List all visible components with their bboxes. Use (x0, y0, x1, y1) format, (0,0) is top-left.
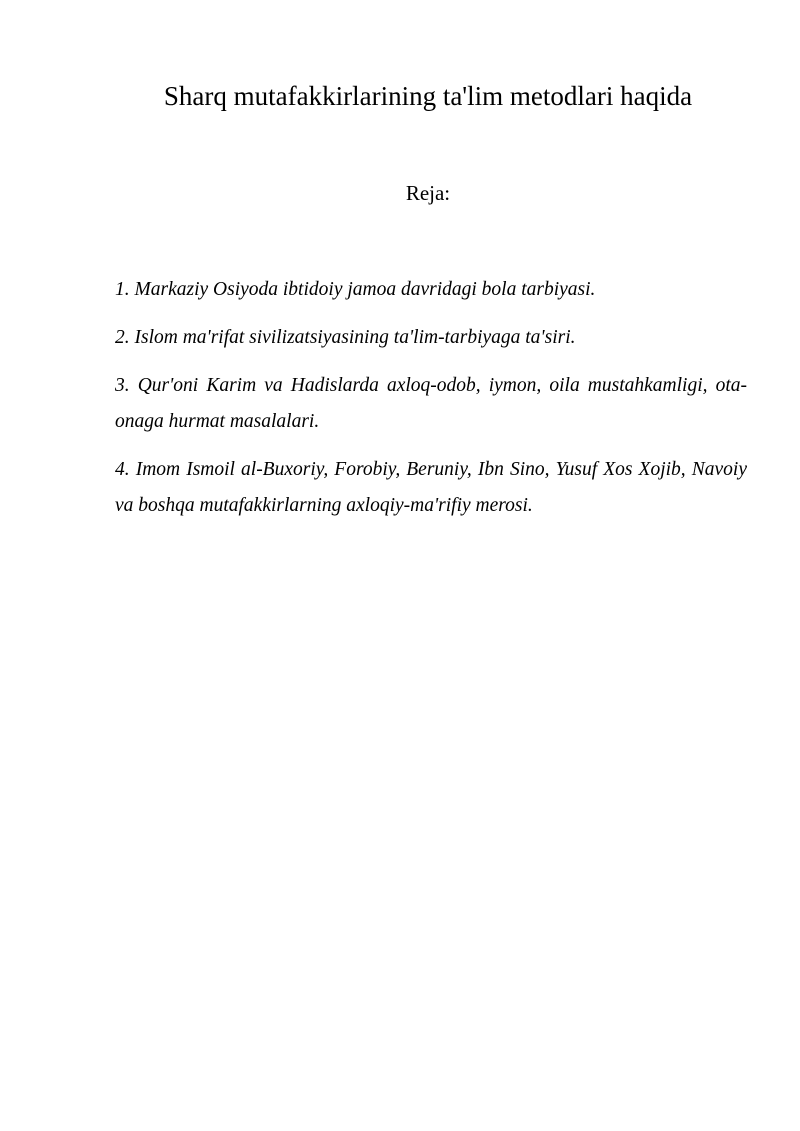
plan-heading: Reja: (405, 181, 451, 205)
plan-item-3: 3. Qur'oni Karim va Hadislarda axloq-odob, iymon, oila mustahkamligi, ota-onaga hurmat masalalari. (115, 375, 747, 432)
plan-item-1: 1. Markaziy Osiyoda ibtidoiy jamoa davridagi bola tarbiyasi. (115, 279, 596, 300)
plan-item-4: 4. Imom Ismoil al-Buxoriy, Forobiy, Beruniy, Ibn Sino, Yusuf Xos Xojib, Navoiy va boshqa mutafakkirlarning axloqiy-ma'rifiy merosi. (115, 459, 747, 516)
plan-list (115, 272, 747, 536)
plan-item-2: 2. Islom ma'rifat sivilizatsiyasining ta'lim-tarbiyaga ta'siri. (115, 327, 576, 348)
document-title: Sharq mutafakkirlarining ta'lim metodlari haqida (163, 81, 693, 111)
